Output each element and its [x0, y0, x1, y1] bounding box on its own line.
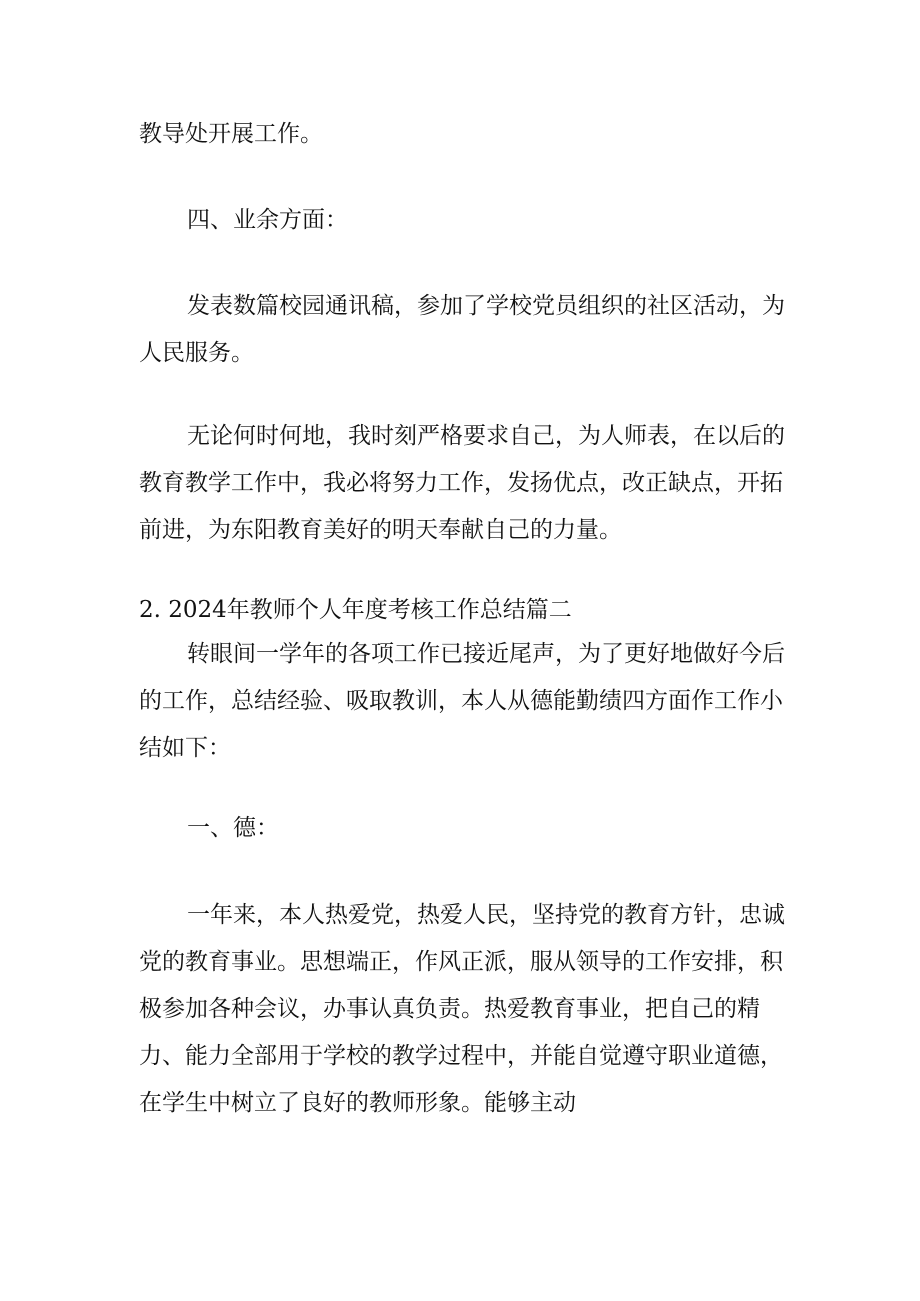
paragraph-commitment: 无论何时何地，我时刻严格要求自己，为人师表，在以后的教育教学工作中，我必将努力工作，发扬优点，改正缺点，开拓前进，为东阳教育美好的明天奉献自己的力量。: [139, 423, 785, 543]
paragraph-virtue: 一年来，本人热爱党，热爱人民，坚持党的教育方针，忠诚党的教育事业。思想端正，作风正派，服从领导的工作安排，积极参加各种会议，办事认真负责。热爱教育事业，把自己的精力、能力全部用于学校的教学过程中，并能自觉遵守职业道德，在学生中树立了良好的教师形象。能够主动: [139, 902, 785, 1116]
paragraph-leisure: 发表数篇校园通讯稿，参加了学校党员组织的社区活动，为人民服务。: [139, 293, 785, 366]
paragraph-continuation: 教导处开展工作。: [139, 121, 323, 147]
article-heading: 2. 2024年教师个人年度考核工作总结篇二: [139, 597, 572, 623]
section-heading-virtue: 一、德：: [187, 815, 279, 841]
paragraph-introduction: 转眼间一学年的各项工作已接近尾声，为了更好地做好今后的工作，总结经验、吸取教训，本人从德能勤绩四方面作工作小结如下：: [139, 641, 785, 761]
section-heading-leisure: 四、业余方面：: [187, 207, 348, 233]
